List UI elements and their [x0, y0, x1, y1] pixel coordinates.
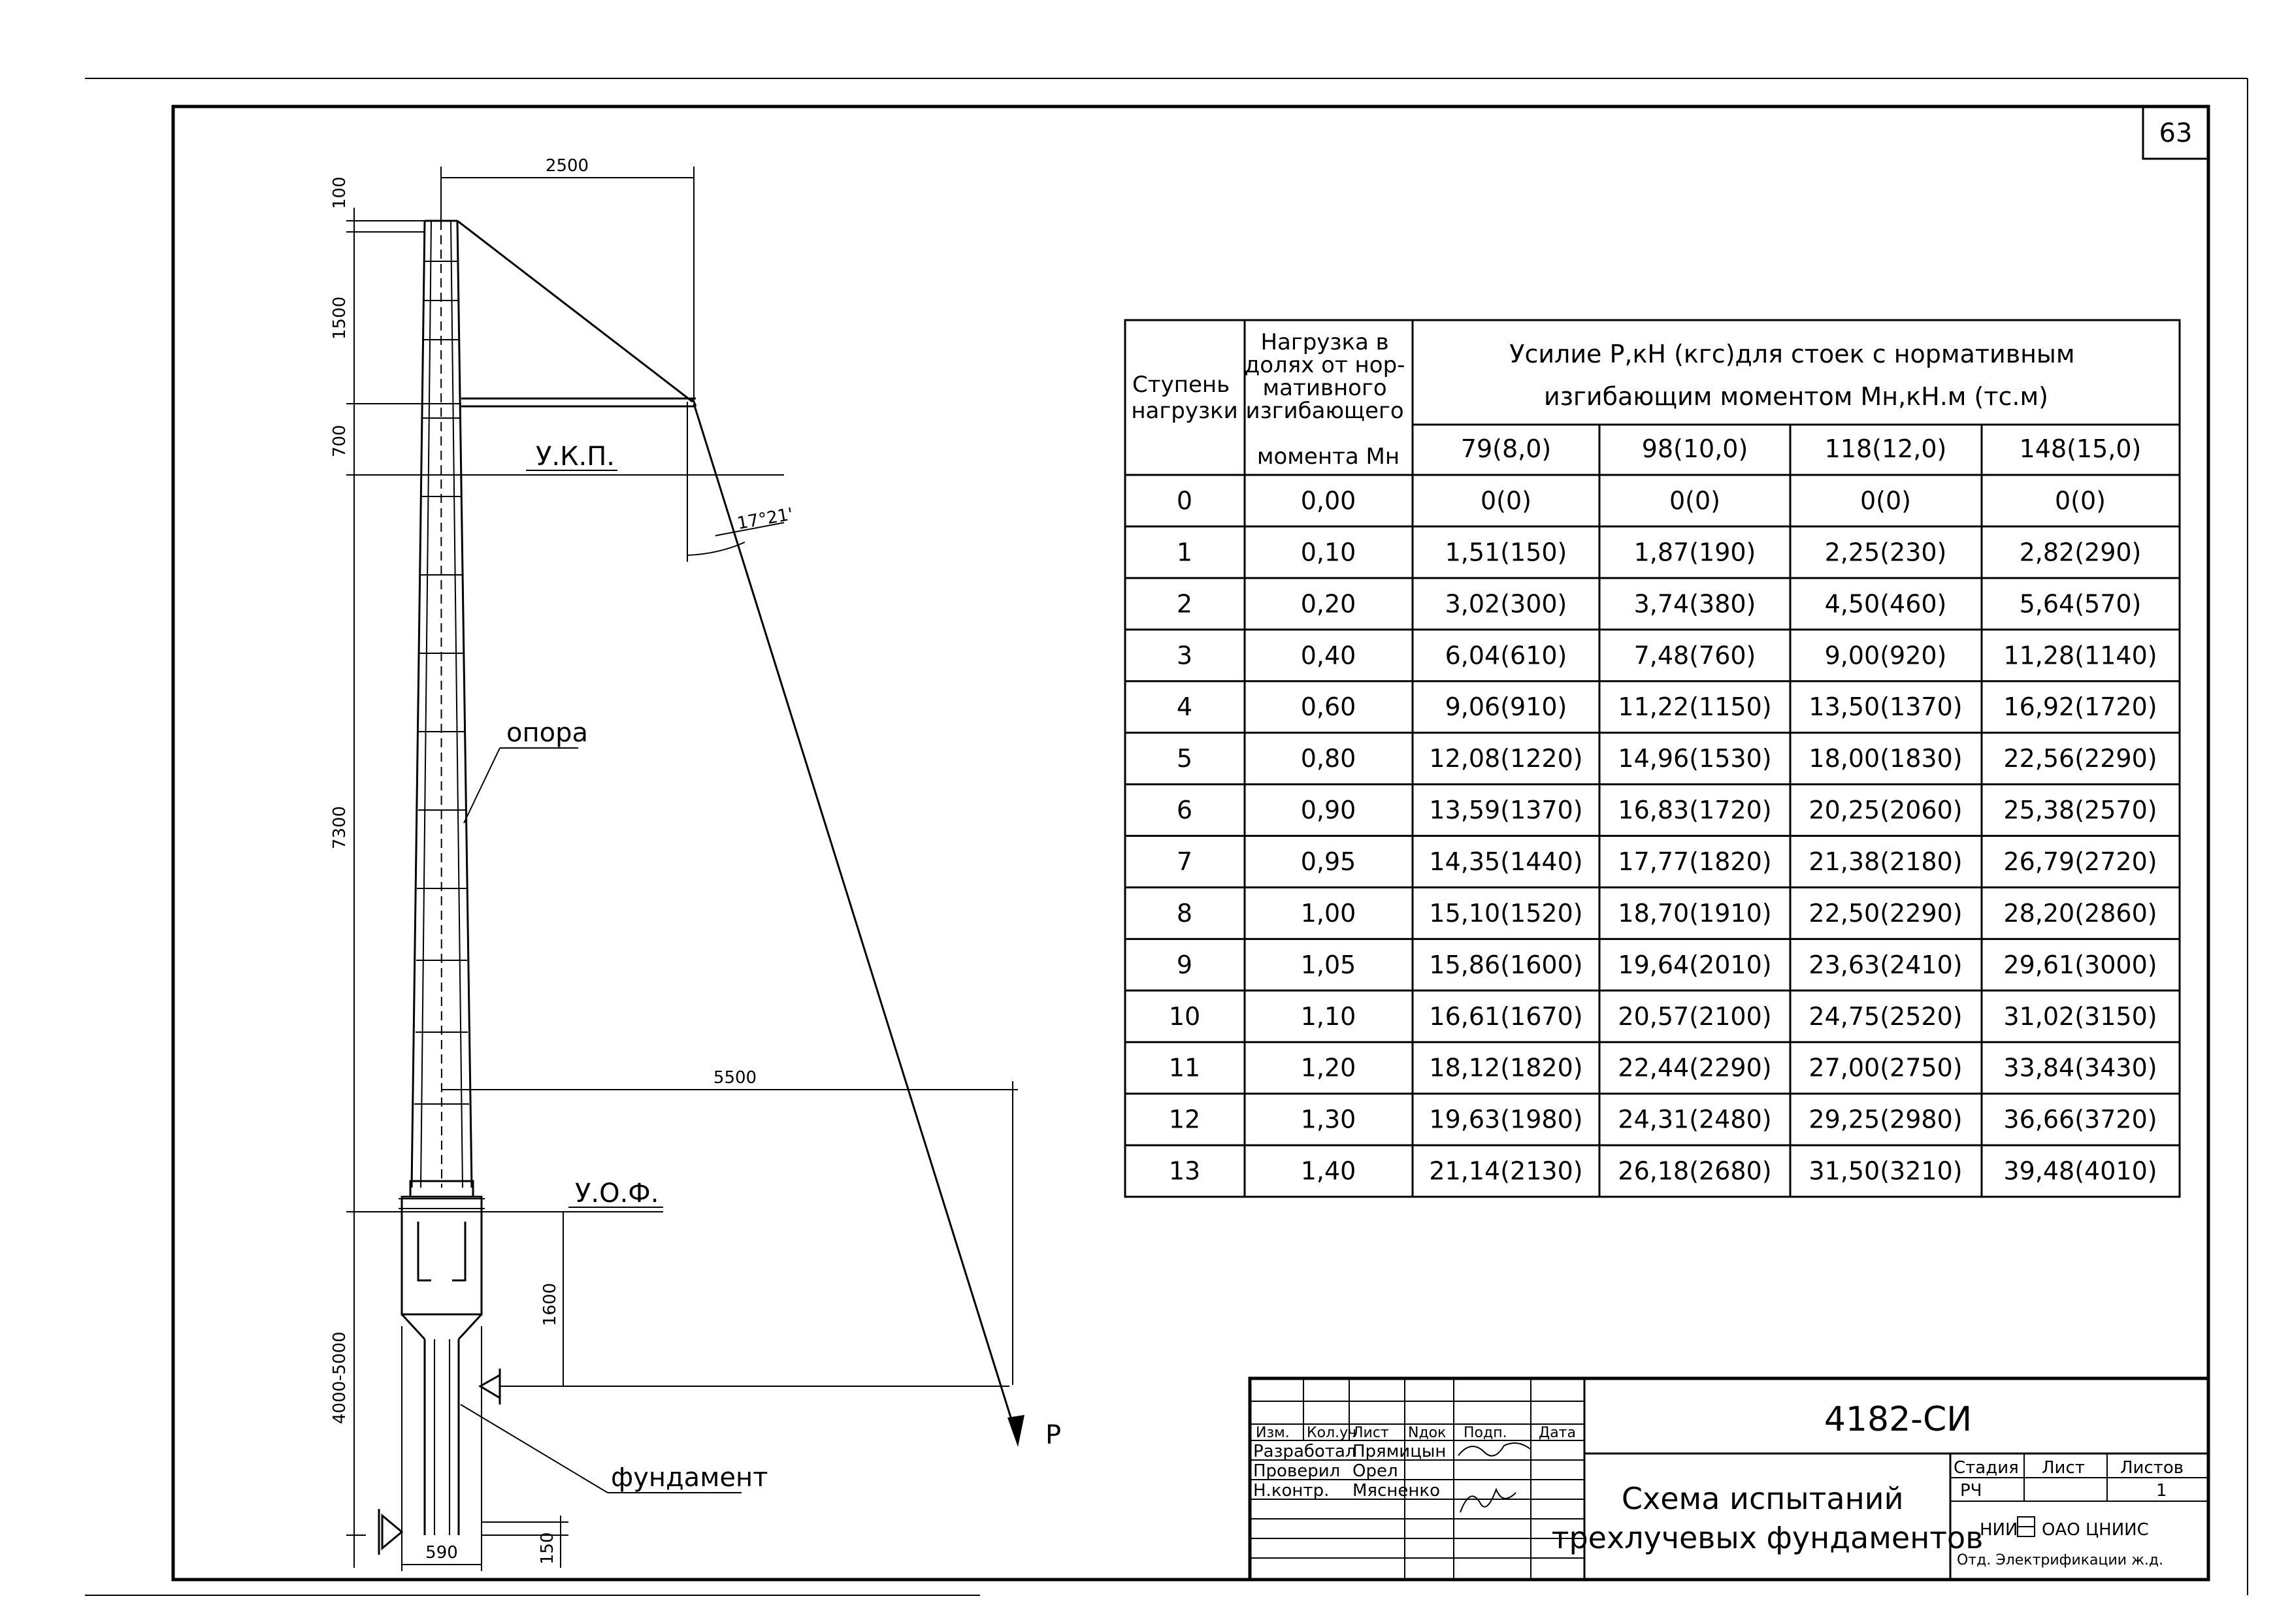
tb-listov-v: 1 [2156, 1481, 2167, 1501]
table-cell: 22,50(2290) [1809, 898, 1963, 928]
table-cell: 0,20 [1300, 589, 1356, 619]
tb-name-3: Мясненко [1352, 1481, 1440, 1501]
table-cell: 3,02(300) [1445, 589, 1567, 619]
table-cell: 25,38(2570) [2003, 796, 2157, 825]
table-cell: 27,00(2750) [1809, 1053, 1963, 1082]
table-cell: 16,83(1720) [1618, 796, 1772, 825]
table-cell: 16,92(1720) [2003, 692, 2157, 722]
table-cell: 22,44(2290) [1618, 1053, 1772, 1082]
uof-label: У.О.Ф. [575, 1178, 659, 1209]
table-cell: 4,50(460) [1824, 589, 1947, 619]
table-cell: 12,08(1220) [1429, 744, 1583, 773]
table-cell: 22,56(2290) [2003, 744, 2157, 773]
table-cell: 33,84(3430) [2003, 1053, 2157, 1082]
uof-level [353, 1178, 663, 1212]
angle-label: 17°21' [736, 504, 795, 534]
table-cell: 3 [1176, 641, 1193, 670]
table-cell: 20,57(2100) [1618, 1001, 1772, 1031]
table-cell: 0(0) [1480, 486, 1532, 515]
foundation [379, 1197, 500, 1555]
table-cell: 29,25(2980) [1809, 1105, 1963, 1134]
table-cell: 26,79(2720) [2003, 847, 2157, 876]
table-cell: 20,25(2060) [1809, 796, 1963, 825]
table-cell: 4 [1176, 692, 1193, 722]
signature-1 [1458, 1443, 1530, 1456]
header-sub-4: 148(15,0) [2019, 434, 2142, 463]
tb-role-3: Н.контр. [1253, 1481, 1330, 1501]
table-cell: 0,95 [1300, 847, 1356, 876]
table-cell: 16,61(1670) [1429, 1001, 1583, 1031]
tb-role-1: Разработал [1253, 1442, 1356, 1461]
opora-label: опора [506, 718, 588, 748]
angle-mark [687, 402, 794, 562]
table-cell: 18,70(1910) [1618, 898, 1772, 928]
ukp-label: У.К.П. [536, 442, 615, 472]
svg-text:1600: 1600 [540, 1282, 560, 1326]
svg-text:150: 150 [538, 1532, 557, 1565]
table-cell: 12 [1168, 1105, 1201, 1134]
fundament-leader [461, 1405, 768, 1493]
sheet-number: 63 [2159, 118, 2193, 148]
fundament-label: фундамент [611, 1463, 768, 1493]
table-cell: 0(0) [2054, 486, 2106, 515]
tb-col-data: Дата [1539, 1425, 1576, 1441]
table-cell: 11,22(1150) [1618, 692, 1772, 722]
header-force-group: Усилие Р,кН (кгс)для стоек с нормативным изгибающим моментом Мн,кН.м (тс.м) [1509, 340, 2075, 411]
table-cell: 1,87(190) [1633, 538, 1756, 567]
tb-col-izm: Изм. [1256, 1425, 1290, 1441]
table-cell: 28,20(2860) [2003, 898, 2157, 928]
table-cell: 3,74(380) [1633, 589, 1756, 619]
svg-text:590: 590 [425, 1543, 458, 1563]
ukp-level [353, 442, 784, 475]
tb-dept: Отд. Электрификации ж.д. [1957, 1552, 2164, 1568]
table-cell: 1,10 [1300, 1001, 1356, 1031]
force-label: P [1045, 1420, 1062, 1450]
table-cell: 6,04(610) [1445, 641, 1567, 670]
svg-text:1500: 1500 [330, 296, 350, 340]
table-cell: 5 [1176, 744, 1193, 773]
table-cell: 26,18(2680) [1618, 1156, 1772, 1186]
table-cell: 13,59(1370) [1429, 796, 1583, 825]
table-cell: 19,64(2010) [1618, 950, 1772, 979]
table-cell: 5,64(570) [2019, 589, 2142, 619]
svg-text:700: 700 [330, 425, 350, 457]
table-cell: 1,51(150) [1445, 538, 1567, 567]
pole-drawing [330, 156, 1061, 1571]
table-cell: 19,63(1980) [1429, 1105, 1583, 1134]
svg-text:5500: 5500 [713, 1068, 757, 1088]
table-cell: 21,14(2130) [1429, 1156, 1583, 1186]
svg-text:100: 100 [330, 176, 350, 209]
table-cell: 29,61(3000) [2003, 950, 2157, 979]
table-cell: 2,82(290) [2019, 538, 2142, 567]
table-cell: 7,48(760) [1633, 641, 1756, 670]
tb-col-list: Лист [1352, 1425, 1389, 1441]
table-cell: 24,31(2480) [1618, 1105, 1772, 1134]
table-cell: 7 [1176, 847, 1193, 876]
tb-list-h: Лист [2042, 1458, 2085, 1478]
tb-role-2: Проверил [1253, 1461, 1341, 1481]
nii-logo-icon [2018, 1517, 2035, 1536]
dim-1600 [500, 1212, 1009, 1386]
table-cell: 0(0) [1859, 486, 1912, 515]
table-cell: 13 [1168, 1156, 1201, 1186]
tb-stage-h: Стадия [1954, 1458, 2019, 1478]
header-sub-1: 79(8,0) [1460, 434, 1552, 463]
table-cell: 14,96(1530) [1618, 744, 1772, 773]
table-cell: 1,30 [1300, 1105, 1356, 1134]
table-cell: 1,00 [1300, 898, 1356, 928]
table-cell: 0 [1176, 486, 1193, 515]
tb-col-koluch: Кол.уч [1307, 1425, 1357, 1441]
table-cell: 10 [1168, 1001, 1201, 1031]
table-cell: 21,38(2180) [1809, 847, 1963, 876]
table-cell: 11 [1168, 1053, 1201, 1082]
table-cell: 2,25(230) [1824, 538, 1947, 567]
table-cell: 36,66(3720) [2003, 1105, 2157, 1134]
signature-2 [1460, 1489, 1516, 1512]
table-cell: 31,02(3150) [2003, 1001, 2157, 1031]
load-line [694, 404, 1061, 1450]
table-cell: 0,90 [1300, 796, 1356, 825]
table-cell: 0,60 [1300, 692, 1356, 722]
table-cell: 0(0) [1669, 486, 1721, 515]
table-cell: 0,80 [1300, 744, 1356, 773]
tb-code: 4182-СИ [1824, 1400, 1973, 1439]
svg-text:2500: 2500 [545, 156, 589, 176]
header-load-share: Нагрузка в долях от нор- мативного изгибающего момента Мн [1244, 329, 1405, 470]
tb-name-2: Орел [1352, 1461, 1398, 1481]
table-cell: 15,86(1600) [1429, 950, 1583, 979]
tb-stage-v: РЧ [1960, 1481, 1982, 1501]
table-cell: 1 [1176, 538, 1193, 567]
tb-name-1: Прямицын [1352, 1442, 1447, 1461]
table-cell: 0,00 [1300, 486, 1356, 515]
table-cell: 9 [1176, 950, 1193, 979]
table-cell: 17,77(1820) [1618, 847, 1772, 876]
table-cell: 39,48(4010) [2003, 1156, 2157, 1186]
svg-text:4000-5000: 4000-5000 [330, 1331, 350, 1424]
pole [410, 221, 473, 1197]
tb-col-ndok: Nдок [1408, 1425, 1447, 1441]
table-cell: 14,35(1440) [1429, 847, 1583, 876]
tb-col-podp: Подп. [1464, 1425, 1507, 1441]
table-cell: 23,63(2410) [1809, 950, 1963, 979]
table-cell: 0,10 [1300, 538, 1356, 567]
table-cell: 18,12(1820) [1429, 1053, 1583, 1082]
header-sub-2: 98(10,0) [1641, 434, 1748, 463]
table-cell: 13,50(1370) [1809, 692, 1963, 722]
opora-leader [464, 718, 588, 823]
table-cell: 18,00(1830) [1809, 744, 1963, 773]
svg-text:7300: 7300 [330, 805, 350, 849]
load-table [1125, 320, 2180, 1197]
table-cell: 11,28(1140) [2003, 641, 2157, 670]
table-cell: 24,75(2520) [1809, 1001, 1963, 1031]
table-cell: 15,10(1520) [1429, 898, 1583, 928]
tb-listov-h: Листов [2120, 1458, 2184, 1478]
table-cell: 1,05 [1300, 950, 1356, 979]
crossarm [457, 221, 696, 406]
table-cell: 1,20 [1300, 1053, 1356, 1082]
table-cell: 6 [1176, 796, 1193, 825]
dim-5500 [442, 1068, 1018, 1385]
tb-title: Схема испытаний трехлучевых фундаментов [1551, 1481, 1984, 1555]
sheet-number-box [2143, 106, 2208, 159]
table-cell: 9,06(910) [1445, 692, 1567, 722]
title-block [1250, 1378, 2208, 1580]
header-step: Ступень нагрузки [1131, 372, 1238, 424]
table-cell: 31,50(3210) [1809, 1156, 1963, 1186]
table-cell: 9,00(920) [1824, 641, 1947, 670]
table-cell: 8 [1176, 898, 1193, 928]
dim-2500 [441, 156, 694, 398]
dim-590 [402, 1535, 482, 1571]
table-cell: 2 [1176, 589, 1193, 619]
table-cell: 0,40 [1300, 641, 1356, 670]
tb-org-name: ОАО ЦНИИС [2042, 1520, 2149, 1540]
dim-150 [482, 1516, 568, 1568]
table-cell: 1,40 [1300, 1156, 1356, 1186]
tb-org-nii: НИИ [1980, 1520, 2018, 1540]
header-sub-3: 118(12,0) [1824, 434, 1947, 463]
drawing-frame [173, 106, 2208, 1580]
